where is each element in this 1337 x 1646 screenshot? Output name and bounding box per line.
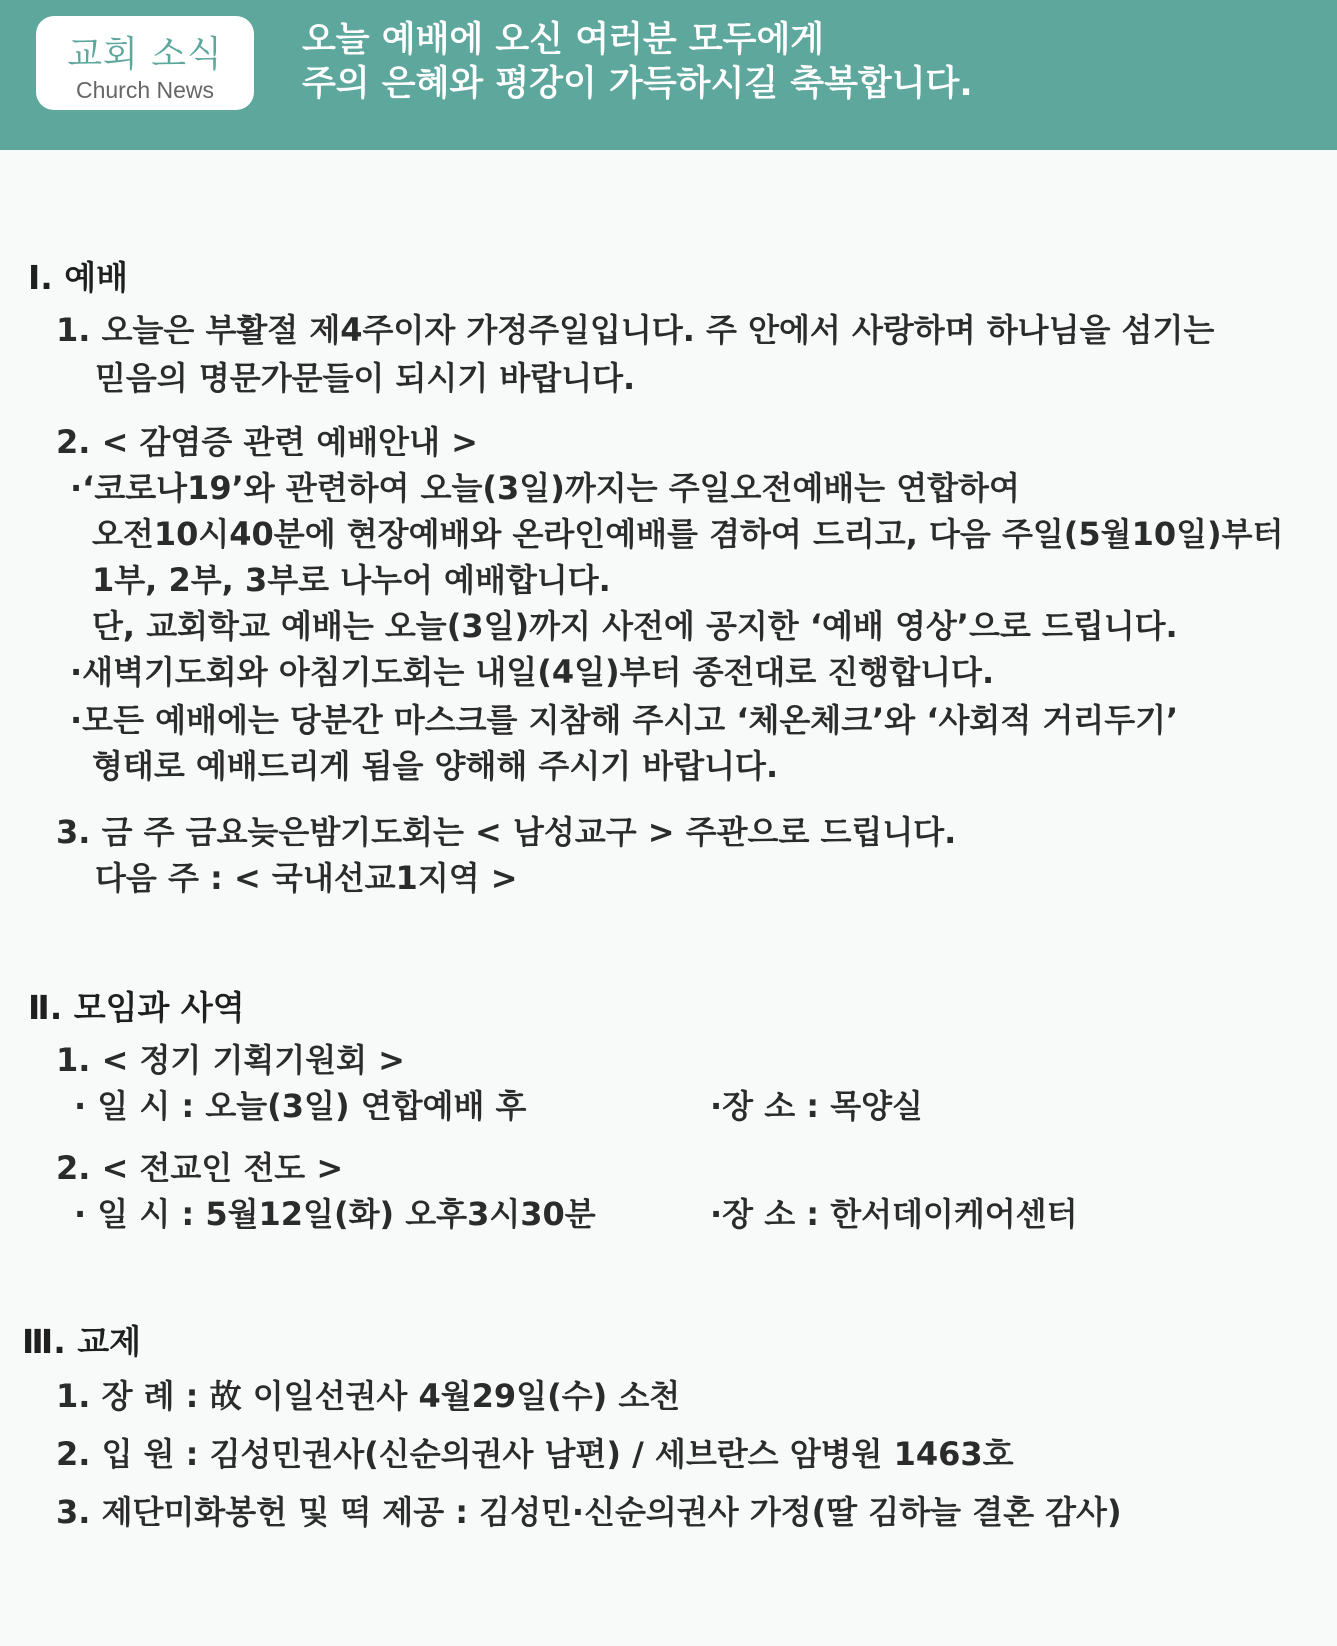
section-heading: Ⅲ. 교제 — [22, 1322, 141, 1361]
meeting-item-2-time: · 일 시 : 5월12일(화) 오후3시30분 — [74, 1195, 596, 1233]
greeting-line: 주의 은혜와 평강이 가득하시길 축복합니다. — [302, 64, 973, 104]
worship-item-1-cont: 믿음의 명문가문들이 되시기 바랍니다. — [95, 359, 636, 397]
fellowship-item-2: 2. 입 원 : 김성민권사(신순의권사 남편) / 세브란스 암병원 1463호 — [56, 1435, 1014, 1473]
worship-bullet-cont: 오전10시40분에 현장예배와 온라인예배를 겸하여 드리고, 다음 주일(5월10일)부터 — [92, 515, 1284, 553]
section-heading: Ⅱ. 모임과 사역 — [28, 988, 245, 1027]
meeting-item-2-title: 2. < 전교인 전도 > — [56, 1149, 344, 1187]
greeting-message — [302, 18, 973, 106]
meeting-item-1-place: ·장 소 : 목양실 — [710, 1087, 923, 1125]
badge-title: 교회 소식 — [67, 34, 223, 75]
section-heading: Ⅰ. 예배 — [28, 258, 129, 297]
church-news-badge — [36, 16, 254, 110]
meeting-item-1-time: · 일 시 : 오늘(3일) 연합예배 후 — [74, 1087, 527, 1125]
worship-bullet-cont: 1부, 2부, 3부로 나누어 예배합니다. — [92, 561, 611, 599]
worship-item-1: 1. 오늘은 부활절 제4주이자 가정주일입니다. 주 안에서 사랑하며 하나님을 섬기는 — [56, 311, 1215, 349]
header-banner — [0, 0, 1337, 150]
worship-item-3: 3. 금 주 금요늦은밤기도회는 < 남성교구 > 주관으로 드립니다. — [56, 813, 957, 851]
fellowship-item-1: 1. 장 례 : 故 이일선권사 4월29일(수) 소천 — [56, 1377, 681, 1415]
greeting-line: 오늘 예배에 오신 여러분 모두에게 — [302, 20, 825, 60]
meeting-item-2-place: ·장 소 : 한서데이케어센터 — [710, 1195, 1078, 1233]
badge-subtitle: Church News — [75, 77, 215, 103]
worship-bullet: ·새벽기도회와 아침기도회는 내일(4일)부터 종전대로 진행합니다. — [70, 653, 995, 691]
meeting-item-1-title: 1. < 정기 기획기원회 > — [56, 1041, 405, 1079]
worship-bullet-cont: 형태로 예배드리게 됨을 양해해 주시기 바랍니다. — [92, 747, 779, 785]
fellowship-item-3: 3. 제단미화봉헌 및 떡 제공 : 김성민·신순의권사 가정(딸 김하늘 결혼 감사) — [56, 1493, 1122, 1531]
worship-item-3-cont: 다음 주 : < 국내선교1지역 > — [95, 859, 518, 897]
worship-bullet-cont: 단, 교회학교 예배는 오늘(3일)까지 사전에 공지한 ‘예배 영상’으로 드립니다. — [92, 607, 1178, 645]
worship-item-2-title: 2. < 감염증 관련 예배안내 > — [56, 423, 478, 461]
worship-bullet: ·‘코로나19’와 관련하여 오늘(3일)까지는 주일오전예배는 연합하여 — [70, 469, 1020, 507]
worship-bullet: ·모든 예배에는 당분간 마스크를 지참해 주시고 ‘체온체크’와 ‘사회적 거리두기’ — [70, 701, 1179, 739]
